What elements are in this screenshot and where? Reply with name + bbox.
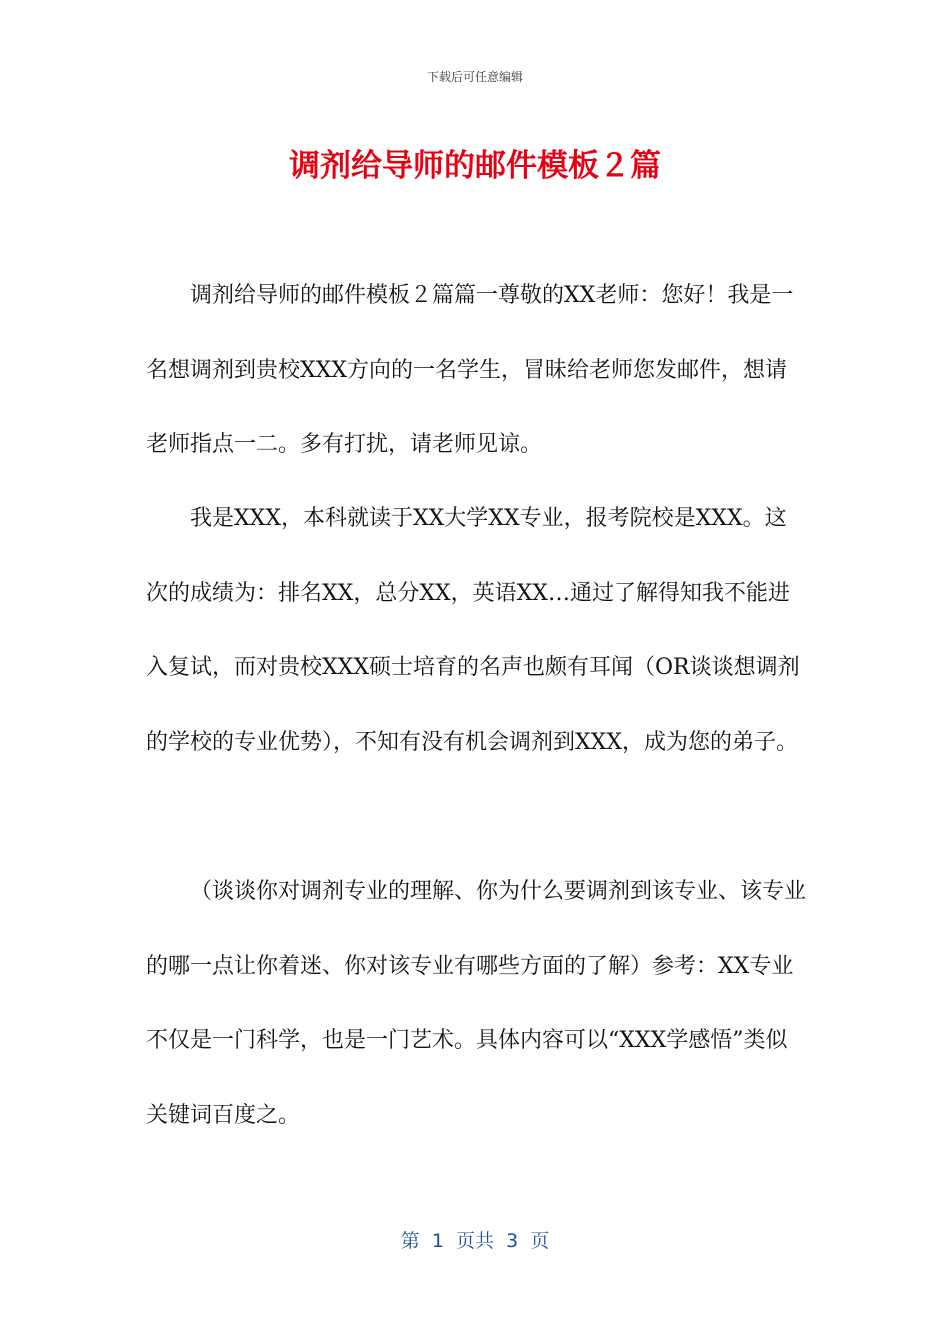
header-note: 下载后可任意编辑 <box>426 70 523 84</box>
paragraph-block <box>146 259 808 483</box>
paragraph-3: （谈谈你对调剂专业的理解、你为什么要调剂到该专业、该专业的哪一点让你着迷、你对该专业有哪些方面的了解）参考：XX专业不仅是一门科学，也是一门艺术。具体内容可以“XXX学感悟”类似关键词百度之。 <box>146 879 807 1128</box>
paragraph-1: 调剂给导师的邮件模板２篇篇一尊敬的XX老师：您好！我是一名想调剂到贵校XXX方向的一名学生，冒昧给老师您发邮件，想请老师指点一二。多有打扰，请老师见谅。 <box>146 283 794 457</box>
paragraph-block <box>146 855 808 1153</box>
paragraph-2: 我是XXX，本科就读于XX大学XX专业，报考院校是XXX。这次的成绩为：排名XX，总分XX，英语XX…通过了解得知我不能进入复试，而对贵校XXX硕士培育的名声也颇有耳闻（OR谈谈想调剂的学校的专业优势），不知有没有机会调剂到XXX，成为您的弟子。 <box>146 506 800 755</box>
document-title: 调剂给导师的邮件模板２篇 <box>289 148 661 184</box>
paragraph-block <box>146 482 808 780</box>
page-footer: 第 1 页共 3 页 <box>400 1230 550 1252</box>
